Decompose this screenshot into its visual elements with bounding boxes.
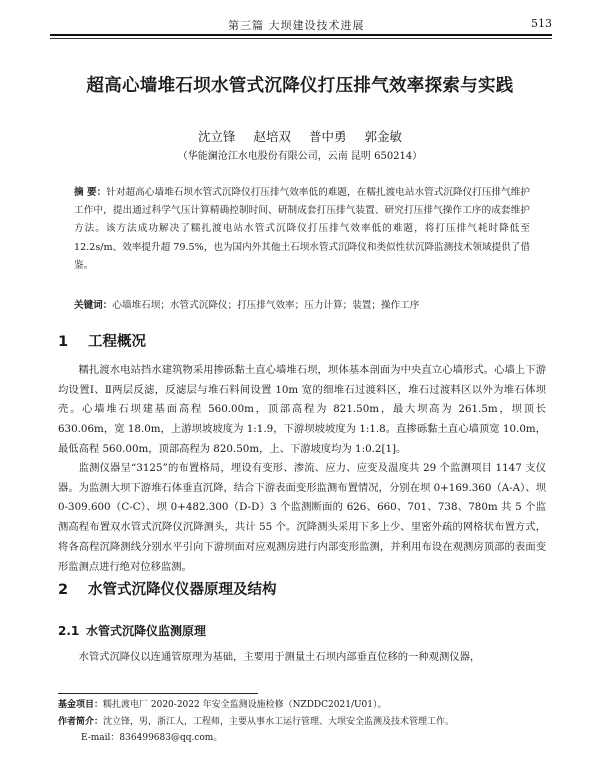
subsection-title: 水管式沉降仪监测原理 bbox=[86, 624, 207, 638]
fund-label: 基金项目： bbox=[58, 700, 104, 710]
author-label: 作者简介： bbox=[58, 716, 104, 727]
paragraph: 水管式沉降仪以连通管原理为基础，主要用于测量土石坝内部垂直位移的一种观测仪器， bbox=[78, 651, 481, 663]
section-number: 2 bbox=[58, 582, 69, 598]
keywords-label: 关键词： bbox=[74, 300, 113, 311]
abstract bbox=[74, 184, 530, 275]
author-note bbox=[58, 714, 558, 731]
footnotes bbox=[58, 697, 558, 747]
section-heading-2 bbox=[58, 578, 277, 599]
fund-text: 糯扎渡电厂 2020-2022 年安全监测设施检修（NZDDC2021/U01）。 bbox=[103, 700, 387, 710]
paragraph: 糯扎渡水电站挡水建筑物采用掺砾黏土直心墙堆石坝，坝体基本剖面为中央直立心墙形式。心墙上下游均设置Ⅰ、Ⅱ两层反滤，反滤层与堆石料间设置 10m 宽的细堆石过渡料区，堆石过渡料区以外为堆石体坝壳。心墙堆石坝建基面高程 560.00m，顶部高程为 821.50m，最大坝高为 261.5m，坝顶长 630.06m，宽 18.0m，上游坝坡坡度为 1:1.9，下游坝坡坡度为 1:1.8。直掺砾黏土直心墙顶宽 10.0m，最低高程 560.00m，顶部高程为 820.50m，上、下游坡度均为 1:0.2[1]。 bbox=[58, 364, 546, 455]
keywords-text: 心墙堆石坝；水管式沉降仪；打压排气效率；压力计算；装置；操作工序 bbox=[112, 300, 420, 311]
page-number: 513 bbox=[531, 17, 552, 30]
paper-affiliation: （华能澜沧江水电股份有限公司，云南 昆明 650214） bbox=[177, 151, 423, 162]
subsection-number: 2.1 bbox=[58, 624, 80, 638]
section-heading-1 bbox=[58, 330, 146, 351]
running-header bbox=[50, 14, 552, 36]
abstract-text: 针对超高心墙堆石坝水管式沉降仪打压排气效率低的难题，在糯扎渡电站水管式沉降仪打压排气维护工作中，提出通过科学气压计算精确控制时间、研制成套打压排气装置、研究打压排气操作工序的成套维护方法。该方法成功解决了糯扎渡电站水管式沉降仪打压排气效率低的难题，将打压排气耗时降低至 12.2s/m、效率提升超 79.5%，也为国内外其他土石坝水管式沉降仪和类似性状沉降监测技术领域提供了借鉴。 bbox=[74, 187, 531, 271]
paper-title: 超高心墙堆石坝水管式沉降仪打压排气效率探索与实践 bbox=[86, 76, 514, 96]
abstract-label: 摘 要： bbox=[74, 187, 107, 198]
author-text: 沈立锋，男，浙江人，工程师，主要从事水工运行管理、大坝安全监测及技术管理工作。 bbox=[103, 716, 455, 727]
fund-note bbox=[58, 697, 558, 714]
footnote-rule bbox=[58, 693, 258, 694]
section-number: 1 bbox=[58, 334, 69, 350]
section-title: 工程概况 bbox=[88, 334, 146, 350]
section-title: 水管式沉降仪仪器原理及结构 bbox=[88, 582, 277, 598]
author-email: E-mail：836499683@qq.com。 bbox=[81, 733, 223, 743]
header-rule bbox=[50, 38, 552, 39]
paper-authors: 沈立锋 赵培双 普中勇 郭金敏 bbox=[198, 129, 402, 144]
subsection-heading-2-1 bbox=[58, 622, 206, 639]
running-title: 第三篇 大坝建设技术进展 bbox=[228, 19, 365, 32]
keywords bbox=[74, 297, 534, 315]
paragraph: 监测仪器呈“3125”的布置格局，埋设有变形、渗流、应力、应变及温度共 29 个监测项目 1147 支仪器。为监测大坝下游堆石体垂直沉降，结合下游表面变形监测布置情况，分别在坝 0+169.360（A-A）、坝 0-309.600（C-C）、坝 0+482.300（D-D）3 个监测断面的 626、660、701、738、780m 共 5 个监测高程布置双水管式沉降仪沉降测头，共计 55 个。沉降测头采用下多上少、里密外疏的网格状布置方式，将各高程沉降测线分别水平引向下游坝面对应观测房进行内部变形监测，并利用布设在观测房顶部的表面变形监测点进行绝对位移监测。 bbox=[58, 462, 546, 573]
